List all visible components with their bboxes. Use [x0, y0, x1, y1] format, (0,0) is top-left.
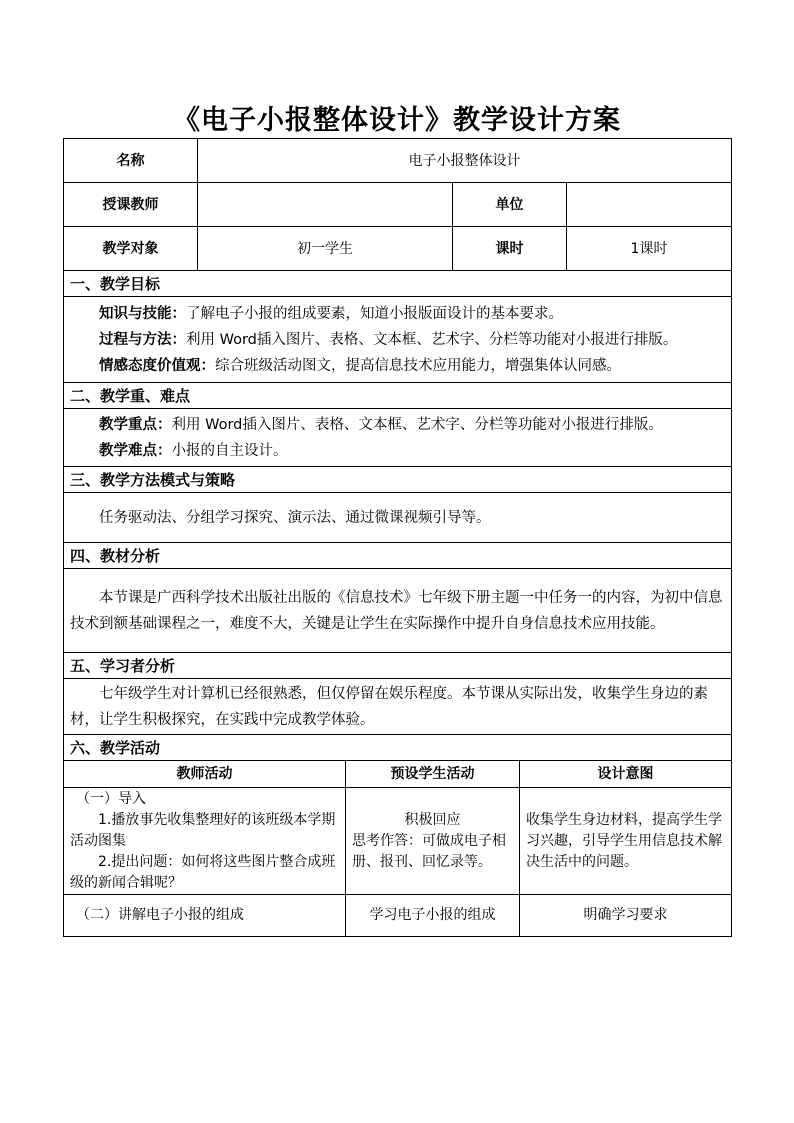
teacher-activity-line: 2.提出问题：如何将这些图片整合成班级的新闻合辑呢？ [70, 854, 336, 891]
student-activity-line: 积极回应 [404, 811, 461, 828]
goal-text: 综合班级活动图文，提高信息技术应用能力，增强集体认同感。 [215, 357, 621, 374]
teacher-activity [64, 895, 346, 937]
goal-label: 知识与技能 [99, 305, 172, 322]
teacher-value [198, 183, 453, 227]
goals-heading: 一、教学目标 [64, 271, 732, 297]
key-point-text: 小报的自主设计。 [171, 442, 288, 459]
unit-label: 单位 [453, 183, 567, 227]
name-label: 名称 [64, 139, 198, 183]
methods-text: 任务驱动法、分组学习探究、演示法、通过微课视频引导等。 [99, 509, 491, 526]
design-intent: 收集学生身边材料，提高学生学习兴趣，引导学生用信息技术解决生活中的问题。 [520, 788, 732, 895]
learners-heading: 五、学习者分析 [64, 653, 732, 679]
goal-label: 情感态度价值观 [99, 357, 201, 374]
learners-text: 七年级学生对计算机已经很熟悉，但仅停留在娱乐程度。本节课从实际出发，收集学生身边的素材，让学生积极探究，在实践中完成教学体验。 [70, 685, 708, 728]
column-header: 教师活动 [64, 761, 346, 788]
activities-table [63, 760, 732, 937]
goal-item: 过程与方法：利用 Word插入图片、表格、文本框、艺术字、分栏等功能对小报进行排版。 [99, 331, 678, 348]
student-activity [346, 788, 520, 895]
student-activity-line: 思考作答：可做成电子相册、报刊、回忆录等。 [352, 832, 506, 870]
student-activity-line: 学习电子小报的组成 [369, 907, 496, 923]
material-content [64, 569, 732, 653]
teacher-activity [64, 788, 346, 895]
key-point-label: 教学重点 [99, 416, 157, 433]
activities-heading: 六、教学活动 [64, 735, 732, 761]
key-point-label: 教学难点 [99, 442, 157, 459]
teacher-label: 授课教师 [64, 183, 198, 227]
hours-label: 课时 [453, 227, 567, 271]
column-header: 设计意图 [520, 761, 732, 788]
table-row [64, 895, 732, 937]
name-value: 电子小报整体设计 [198, 139, 732, 183]
lesson-plan-table [63, 138, 731, 937]
hours-value: 1课时 [567, 227, 732, 271]
key-points-heading: 二、教学重、难点 [64, 383, 732, 409]
key-point-item: 教学难点：小报的自主设计。 [99, 442, 288, 459]
target-label: 教学对象 [64, 227, 198, 271]
teacher-activity-line: 1.播放事先收集整理好的该班级本学期活动图集 [70, 812, 336, 849]
design-intent: 明确学习要求 [520, 895, 732, 937]
goal-label: 过程与方法 [99, 331, 172, 348]
unit-value [567, 183, 732, 227]
info-table [63, 138, 732, 761]
teacher-activity-line: （二）讲解电子小报的组成 [76, 907, 244, 923]
student-activity [346, 895, 520, 937]
goal-item: 知识与技能：了解电子小报的组成要素，知道小报版面设计的基本要求。 [99, 305, 563, 322]
goal-text: 利用 Word插入图片、表格、文本框、艺术字、分栏等功能对小报进行排版。 [186, 331, 678, 348]
key-point-item: 教学重点：利用 Word插入图片、表格、文本框、艺术字、分栏等功能对小报进行排版。 [99, 416, 663, 433]
goal-item: 情感态度价值观：综合班级活动图文，提高信息技术应用能力，增强集体认同感。 [99, 357, 621, 374]
document-title: 《电子小报整体设计》教学设计方案 [173, 105, 621, 136]
learners-content [64, 679, 732, 735]
target-value: 初一学生 [198, 227, 453, 271]
teacher-activity-line: （一）导入 [76, 791, 146, 807]
goal-text: 了解电子小报的组成要素，知道小报版面设计的基本要求。 [186, 305, 563, 322]
key-points-content [64, 409, 732, 467]
column-header: 预设学生活动 [346, 761, 520, 788]
material-heading: 四、教材分析 [64, 543, 732, 569]
key-point-text: 利用 Word插入图片、表格、文本框、艺术字、分栏等功能对小报进行排版。 [171, 416, 663, 433]
methods-content [64, 493, 732, 543]
table-row [64, 788, 732, 895]
material-text: 本节课是广西科学技术出版社出版的《信息技术》七年级下册主题一中任务一的内容，为初中信息技术到额基础课程之一，难度不大，关键是让学生在实际操作中提升自身信息技术应用技能。 [70, 589, 723, 632]
goals-content [64, 297, 732, 383]
methods-heading: 三、教学方法模式与策略 [64, 467, 732, 493]
